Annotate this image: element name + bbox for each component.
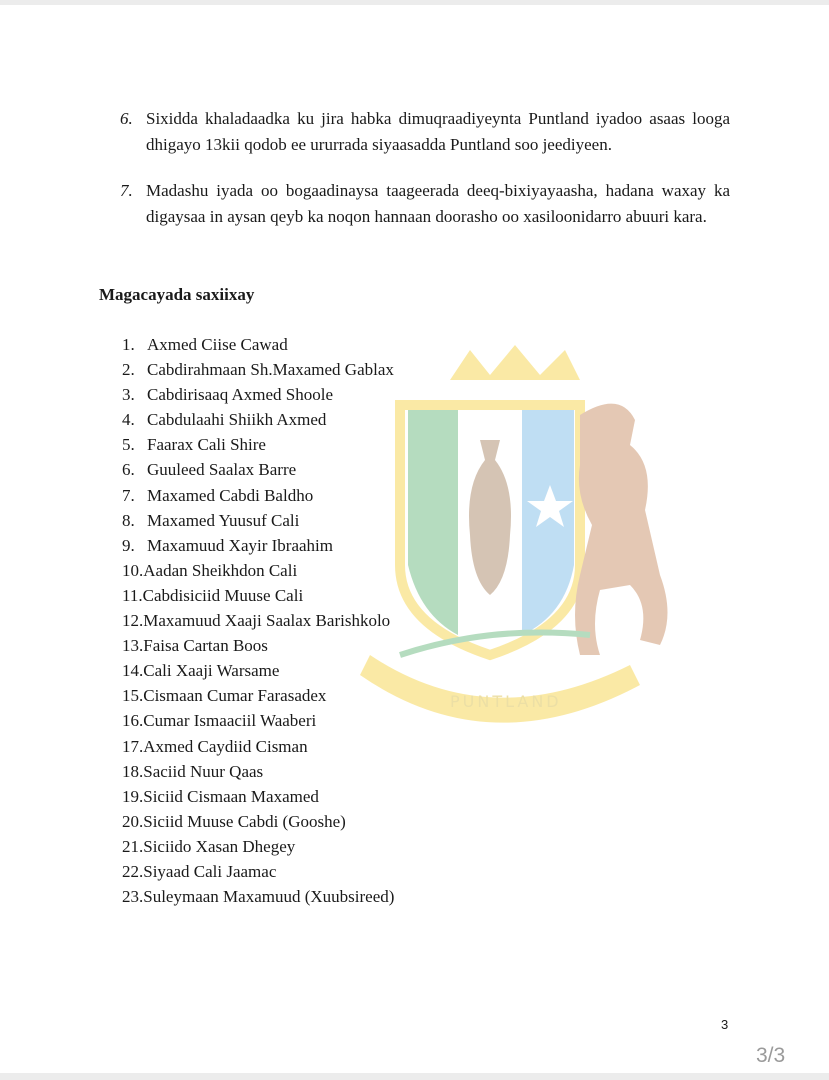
list-item xyxy=(122,407,542,432)
signatory-name: Cabdirahmaan Sh.Maxamed Gablax xyxy=(147,360,394,380)
name-index: 20. xyxy=(122,811,144,831)
signatory-name: Faarax Cali Shire xyxy=(147,435,266,455)
signatory-name: Faisa Cartan Boos xyxy=(143,636,268,656)
list-item xyxy=(122,784,542,809)
list-item xyxy=(122,683,542,708)
signatory-name: Maxamed Cabdi Baldho xyxy=(147,485,314,505)
name-index: 13. xyxy=(122,636,144,656)
list-item xyxy=(122,809,542,834)
list-item xyxy=(122,432,542,457)
list-item xyxy=(122,859,542,884)
list-item xyxy=(122,834,542,859)
name-index: 2. xyxy=(122,360,135,380)
list-item xyxy=(122,608,542,633)
list-item xyxy=(120,106,730,158)
name-index: 5. xyxy=(122,435,135,455)
list-item xyxy=(122,357,542,382)
list-item xyxy=(122,457,542,482)
name-index: 1. xyxy=(122,335,135,354)
list-item xyxy=(122,708,542,733)
name-index: 21. xyxy=(122,836,144,856)
name-index: 16. xyxy=(122,711,144,731)
signatory-name: Aadan Sheikhdon Cali xyxy=(143,560,298,580)
name-index: 11. xyxy=(122,585,143,605)
list-item xyxy=(122,884,542,909)
signatory-name: Cali Xaaji Warsame xyxy=(143,661,280,681)
list-item xyxy=(122,759,542,784)
list-item xyxy=(122,633,542,658)
list-item xyxy=(122,658,542,683)
name-index: 15. xyxy=(122,686,144,706)
page-indicator: 3/3 xyxy=(756,1044,786,1067)
name-index: 19. xyxy=(122,786,144,806)
signatory-name: Siciid Cismaan Maxamed xyxy=(143,786,319,806)
list-item xyxy=(122,583,542,608)
name-index: 3. xyxy=(122,385,135,405)
list-item xyxy=(122,734,542,759)
name-index: 4. xyxy=(122,410,135,430)
signatory-name: Suleymaan Maxamuud (Xuubsireed) xyxy=(143,887,395,907)
name-index: 8. xyxy=(122,510,135,530)
name-index: 18. xyxy=(122,761,144,781)
list-item xyxy=(122,382,542,407)
signatory-name: Siciid Muuse Cabdi (Gooshe) xyxy=(143,811,346,831)
signatory-name: Axmed Caydiid Cisman xyxy=(143,736,308,756)
page-number: 3 xyxy=(721,1017,729,1032)
list-item xyxy=(122,533,542,558)
signatory-name: Maxamuud Xaaji Saalax Barishkolo xyxy=(143,611,391,631)
point-text: Madashu iyada oo bogaadinaysa taageerada deeq-bixiyayaasha, hadana waxay ka digaysaa in aysan qeyb ka noqon hannaan doorasho oo xasiloonidarro abuuri kara. xyxy=(146,181,730,226)
point-text: Sixidda khaladaadka ku jira habka dimuqraadiyeynta Puntland iyadoo asaas looga dhigayo 13kii qodob ee ururrada siyaasadda Puntland soo jeediyeen. xyxy=(146,109,730,154)
signatory-name: Axmed Ciise Cawad xyxy=(147,335,288,354)
point-number: 7. xyxy=(120,181,133,200)
signatory-name: Cismaan Cumar Farasadex xyxy=(143,686,327,706)
point-number: 6. xyxy=(120,109,133,128)
document-page xyxy=(0,5,829,1073)
watermark-text: PUNTLAND xyxy=(450,692,562,711)
list-item xyxy=(122,508,542,533)
name-index: 7. xyxy=(122,485,135,505)
list-item xyxy=(122,483,542,508)
list-item xyxy=(122,332,542,357)
section-title: Magacayada saxiixay xyxy=(99,285,255,304)
signatory-name: Cabdulaahi Shiikh Axmed xyxy=(147,410,327,430)
name-index: 22. xyxy=(122,861,144,881)
name-index: 17. xyxy=(122,736,144,756)
name-index: 6. xyxy=(122,460,135,480)
list-item xyxy=(122,558,542,583)
list-item xyxy=(120,178,730,230)
name-index: 23. xyxy=(122,887,144,907)
signatory-name: Cabdisiciid Muuse Cali xyxy=(142,585,304,605)
signatory-name: Saciid Nuur Qaas xyxy=(143,761,264,781)
name-index: 10. xyxy=(122,560,144,580)
resolution-points xyxy=(120,106,730,250)
signatory-name: Maxamed Yuusuf Cali xyxy=(147,510,300,530)
signatory-name: Cumar Ismaaciil Waaberi xyxy=(143,711,317,731)
signatory-name: Maxamuud Xayir Ibraahim xyxy=(147,535,333,555)
name-index: 12. xyxy=(122,611,144,631)
signatory-name: Guuleed Saalax Barre xyxy=(147,460,297,480)
signatories-list xyxy=(122,332,542,909)
signatory-name: Siciido Xasan Dhegey xyxy=(143,836,296,856)
signatory-name: Cabdirisaaq Axmed Shoole xyxy=(147,385,334,405)
name-index: 9. xyxy=(122,535,135,555)
name-index: 14. xyxy=(122,661,144,681)
signatory-name: Siyaad Cali Jaamac xyxy=(143,861,277,881)
